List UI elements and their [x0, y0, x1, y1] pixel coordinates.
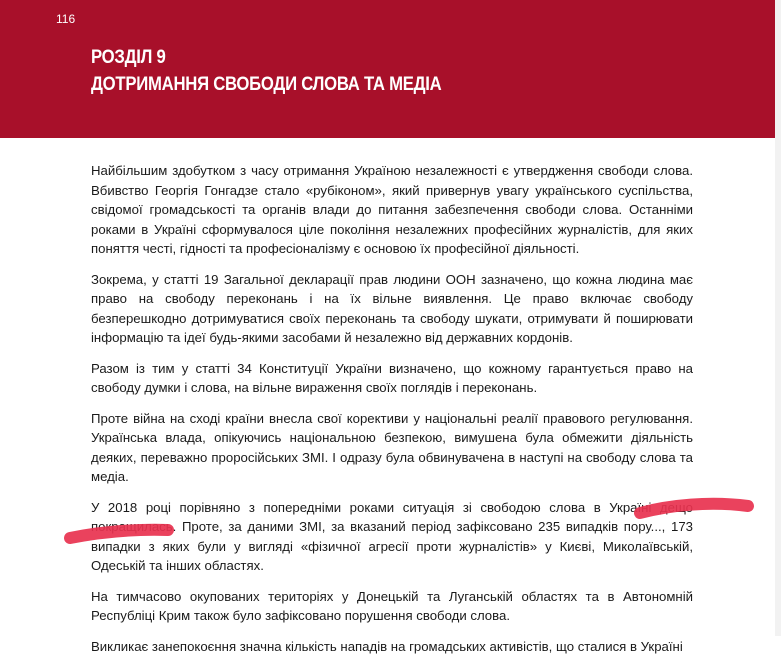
chapter-header-band [0, 0, 775, 138]
paragraph: Проте війна на сході країни внесла свої корективи у національні реалії правового регулювання. Українська влада, опікуючись національною безпекою, вимушена була обмежити діяльність деяких, переважно проросійських ЗМІ. І одразу була обвинувачена в наступі на свободу слова та медіа. [91, 410, 693, 484]
paragraph: Найбільшим здобутком з часу отримання Україною незалежності є утвердження свободи слова. Вбивство Георгія Гонгадзе стало «рубіконом», який привернув увагу українського суспільства, свідомої громадськості та органів влади до питання забезпечення свободи слова. Останніми роками в Україні сформувалося ціле покоління незалежних професійних журналістів, для яких поняття честі, гідності та професіоналізму є основою їх професійної діяльності. [91, 163, 693, 256]
paragraph: На тимчасово окупованих територіях у Донецькій та Луганській областях та в Автономній Республіці Крим також було зафіксовано порушення свободи слова. [91, 588, 693, 623]
paragraph: Разом із тим у статті 34 Конституції України визначено, що кожному гарантується право на свободу думки і слова, на вільне вираження своїх поглядів і переконань. [91, 360, 693, 395]
paragraph: Викликає занепокоєння значна кількість нападів на громадських активістів, що сталися в Україні [91, 638, 683, 654]
page-edge [775, 0, 781, 636]
page-number: 116 [56, 12, 76, 26]
paragraph: У 2018 році порівняно з попередніми роками ситуація зі свободою слова в Україні дещо покращилась. Проте, за даними ЗМІ, за вказаний період зафіксовано 235 випадків пору..., 173 випадки з яких були у вигляді «фізичної агресії проти журналістів» у Києві, Миколаївській, Одеській та інших областях. [91, 499, 693, 573]
chapter-heading: ДОТРИМАННЯ СВОБОДИ СЛОВА ТА МЕДІА [91, 74, 442, 95]
body-text [91, 161, 693, 667]
paragraph: Зокрема, у статті 19 Загальної декларації прав людини ООН зазначено, що кожна людина має право на свободу переконань і на їх вільне виявлення. Це право включає свободу безперешкодно дотримуватися своїх переконань та свободу шукати, отримувати й поширювати інформацію та ідеї будь-якими засобами й незалежно від державних кордонів. [91, 271, 693, 345]
chapter-title [91, 44, 441, 98]
chapter-number: РОЗДІЛ 9 [91, 47, 166, 68]
